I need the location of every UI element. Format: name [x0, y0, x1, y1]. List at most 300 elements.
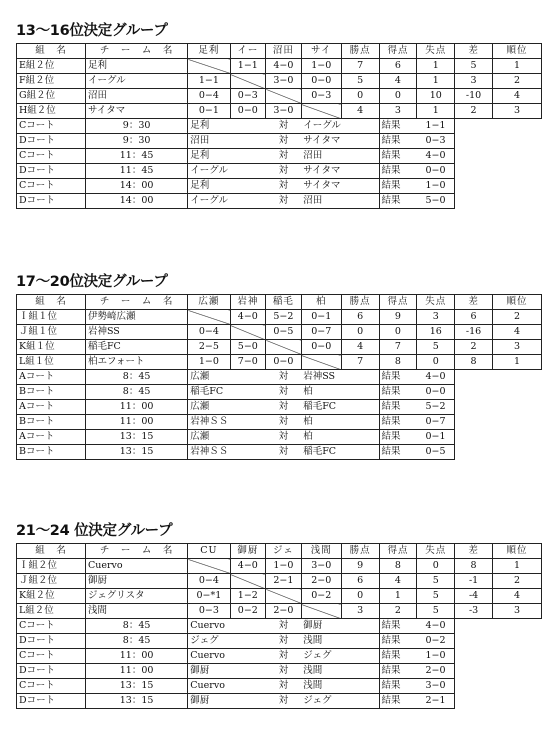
away-team: 浅間: [301, 679, 379, 694]
diagonal-cell: [301, 604, 341, 619]
team-row: [17, 559, 542, 574]
goal-diff: -16: [455, 325, 493, 340]
goals-against: 3: [417, 310, 455, 325]
results-table: [16, 543, 542, 709]
match-score: 4−0: [417, 149, 455, 164]
diagonal-cell: [188, 310, 230, 325]
rank: 3: [492, 340, 541, 355]
points: 7: [341, 59, 379, 74]
court: Dコート: [17, 194, 86, 209]
goals-for: 3: [379, 104, 417, 119]
vs-label: 対: [266, 619, 302, 634]
result-cell: 0−0: [301, 340, 341, 355]
result-cell: 3−0: [301, 559, 341, 574]
result-label: 結果: [379, 664, 417, 679]
rank: 1: [492, 59, 541, 74]
result-cell: 0−1: [301, 310, 341, 325]
result-cell: 4−0: [230, 559, 266, 574]
goals-for: 7: [379, 340, 417, 355]
team-name: 浅間: [85, 604, 187, 619]
vs-label: 対: [266, 385, 302, 400]
vs-label: 対: [266, 679, 302, 694]
home-team: 足利: [188, 179, 266, 194]
goals-for: 8: [379, 559, 417, 574]
header-cell: 広瀬: [188, 295, 230, 310]
header-cell: 組 名: [17, 44, 86, 59]
goals-against: 0: [417, 559, 455, 574]
vs-label: 対: [266, 119, 302, 134]
kickoff-time: 11：45: [85, 149, 187, 164]
team-row: [17, 104, 542, 119]
result-cell: 0−1: [188, 104, 230, 119]
spacer: [455, 400, 542, 415]
vs-label: 対: [266, 649, 302, 664]
goal-diff: 2: [455, 340, 493, 355]
away-team: イーグル: [301, 119, 379, 134]
header-cell: CU: [188, 544, 230, 559]
group-name: F組２位: [17, 74, 86, 89]
header-cell: 組 名: [17, 295, 86, 310]
header-cell: 差: [455, 544, 493, 559]
vs-label: 対: [266, 370, 302, 385]
header-cell: 勝点: [341, 44, 379, 59]
vs-label: 対: [266, 194, 302, 209]
kickoff-time: 11：45: [85, 164, 187, 179]
header-cell: 柏: [301, 295, 341, 310]
goal-diff: -10: [455, 89, 493, 104]
points: 0: [341, 589, 379, 604]
kickoff-time: 8：45: [85, 619, 187, 634]
header-cell: 得点: [379, 295, 417, 310]
rank: 2: [492, 310, 541, 325]
match-score: 0−0: [417, 164, 455, 179]
result-cell: 2−0: [301, 574, 341, 589]
goal-diff: -3: [455, 604, 493, 619]
kickoff-time: 9：30: [85, 119, 187, 134]
rank: 4: [492, 589, 541, 604]
home-team: ジェグ: [188, 634, 266, 649]
goals-for: 8: [379, 355, 417, 370]
match-score: 1−0: [417, 649, 455, 664]
rank: 4: [492, 89, 541, 104]
match-score: 1−1: [417, 119, 455, 134]
header-cell: 足利: [188, 44, 230, 59]
result-cell: 0−4: [188, 89, 230, 104]
diagonal-cell: [301, 104, 341, 119]
header-cell: 御厨: [230, 544, 266, 559]
court: Cコート: [17, 649, 86, 664]
match-row: [17, 400, 542, 415]
goal-diff: 3: [455, 74, 493, 89]
match-row: [17, 134, 542, 149]
result-cell: 5−2: [266, 310, 302, 325]
group-name: Ｊ組２位: [17, 574, 86, 589]
result-label: 結果: [379, 134, 417, 149]
header-cell: イー: [230, 44, 266, 59]
result-cell: 7−0: [230, 355, 266, 370]
header-cell: 差: [455, 44, 493, 59]
rank: 2: [492, 74, 541, 89]
home-team: 稲毛FC: [188, 385, 266, 400]
goals-against: 5: [417, 604, 455, 619]
result-label: 結果: [379, 430, 417, 445]
diagonal-cell: [230, 574, 266, 589]
court: Bコート: [17, 445, 86, 460]
result-label: 結果: [379, 194, 417, 209]
away-team: 柏: [301, 430, 379, 445]
team-row: [17, 325, 542, 340]
home-team: 岩神ＳＳ: [188, 445, 266, 460]
header-cell: 順位: [492, 295, 541, 310]
away-team: 稲毛FC: [301, 400, 379, 415]
diagonal-cell: [266, 340, 302, 355]
home-team: イーグル: [188, 164, 266, 179]
header-cell: チ ー ム 名: [85, 295, 187, 310]
result-cell: 2−5: [188, 340, 230, 355]
header-cell: 浅間: [301, 544, 341, 559]
goals-for: 0: [379, 325, 417, 340]
group-name: Ｉ組１位: [17, 310, 86, 325]
home-team: 広瀬: [188, 370, 266, 385]
goal-diff: 8: [455, 355, 493, 370]
match-row: [17, 119, 542, 134]
goals-against: 0: [417, 355, 455, 370]
match-score: 0−2: [417, 634, 455, 649]
away-team: 御厨: [301, 619, 379, 634]
match-row: [17, 149, 542, 164]
group-name: K組１位: [17, 340, 86, 355]
kickoff-time: 9：30: [85, 134, 187, 149]
match-score: 5−2: [417, 400, 455, 415]
header-row: [17, 295, 542, 310]
kickoff-time: 8：45: [85, 385, 187, 400]
kickoff-time: 11：00: [85, 664, 187, 679]
points: 6: [341, 574, 379, 589]
spacer: [455, 370, 542, 385]
header-cell: チ ー ム 名: [85, 44, 187, 59]
result-label: 結果: [379, 679, 417, 694]
court: Cコート: [17, 619, 86, 634]
result-label: 結果: [379, 649, 417, 664]
home-team: 御厨: [188, 664, 266, 679]
spacer: [455, 619, 542, 634]
away-team: 浅間: [301, 664, 379, 679]
match-row: [17, 430, 542, 445]
match-row: [17, 415, 542, 430]
kickoff-time: 11：00: [85, 400, 187, 415]
result-cell: 0−3: [301, 89, 341, 104]
match-score: 0−5: [417, 445, 455, 460]
match-score: 0−3: [417, 134, 455, 149]
result-cell: 0−*1: [188, 589, 230, 604]
spacer: [455, 194, 542, 209]
result-cell: 0−2: [301, 589, 341, 604]
court: Dコート: [17, 134, 86, 149]
goals-against: 5: [417, 589, 455, 604]
spacer: [455, 634, 542, 649]
result-cell: 1−0: [301, 59, 341, 74]
header-cell: 得点: [379, 544, 417, 559]
home-team: Cuervo: [188, 649, 266, 664]
team-row: [17, 604, 542, 619]
away-team: 岩神SS: [301, 370, 379, 385]
match-score: 0−0: [417, 385, 455, 400]
away-team: ジェグ: [301, 694, 379, 709]
team-name: 柏エフォート: [85, 355, 187, 370]
result-cell: 0−0: [266, 355, 302, 370]
match-row: [17, 679, 542, 694]
kickoff-time: 13：15: [85, 445, 187, 460]
home-team: Cuervo: [188, 619, 266, 634]
vs-label: 対: [266, 134, 302, 149]
vs-label: 対: [266, 664, 302, 679]
header-cell: 得点: [379, 44, 417, 59]
spacer: [455, 179, 542, 194]
group-name: H組２位: [17, 104, 86, 119]
away-team: 浅間: [301, 634, 379, 649]
spacer: [455, 445, 542, 460]
goal-diff: 2: [455, 104, 493, 119]
header-cell: チ ー ム 名: [85, 544, 187, 559]
match-score: 5−0: [417, 194, 455, 209]
header-cell: 沼田: [266, 44, 302, 59]
match-row: [17, 664, 542, 679]
result-cell: 0−7: [301, 325, 341, 340]
match-score: 0−1: [417, 430, 455, 445]
header-cell: サイ: [301, 44, 341, 59]
header-cell: 岩神: [230, 295, 266, 310]
court: Cコート: [17, 679, 86, 694]
goals-against: 5: [417, 340, 455, 355]
match-score: 2−0: [417, 664, 455, 679]
match-score: 3−0: [417, 679, 455, 694]
header-row: [17, 544, 542, 559]
result-label: 結果: [379, 119, 417, 134]
goals-against: 1: [417, 104, 455, 119]
result-cell: 0−4: [188, 574, 230, 589]
spacer: [455, 164, 542, 179]
team-name: 岩神SS: [85, 325, 187, 340]
match-score: 2−1: [417, 694, 455, 709]
header-cell: ジェ: [266, 544, 302, 559]
goals-for: 0: [379, 89, 417, 104]
team-row: [17, 355, 542, 370]
match-row: [17, 619, 542, 634]
result-cell: 3−0: [266, 74, 302, 89]
match-row: [17, 385, 542, 400]
match-row: [17, 370, 542, 385]
team-row: [17, 340, 542, 355]
spacer: [455, 415, 542, 430]
home-team: Cuervo: [188, 679, 266, 694]
results-table: [16, 43, 542, 209]
result-label: 結果: [379, 445, 417, 460]
section-13-16: [16, 22, 542, 209]
away-team: サイタマ: [301, 179, 379, 194]
group-name: K組２位: [17, 589, 86, 604]
group-title: 17〜20位決定グループ: [16, 274, 168, 290]
court: Cコート: [17, 119, 86, 134]
away-team: ジェグ: [301, 649, 379, 664]
match-score: 0−7: [417, 415, 455, 430]
court: Dコート: [17, 164, 86, 179]
header-cell: 勝点: [341, 295, 379, 310]
result-cell: 2−0: [266, 604, 302, 619]
team-name: 伊勢崎広瀬: [85, 310, 187, 325]
result-cell: 1−1: [230, 59, 266, 74]
goal-diff: -4: [455, 589, 493, 604]
kickoff-time: 11：00: [85, 415, 187, 430]
goals-for: 4: [379, 574, 417, 589]
diagonal-cell: [188, 559, 230, 574]
result-cell: 5−0: [230, 340, 266, 355]
header-cell: 失点: [417, 44, 455, 59]
kickoff-time: 13：15: [85, 694, 187, 709]
goals-against: 10: [417, 89, 455, 104]
goals-for: 6: [379, 59, 417, 74]
court: Aコート: [17, 370, 86, 385]
result-label: 結果: [379, 619, 417, 634]
group-name: E組２位: [17, 59, 86, 74]
team-name: Cuervo: [85, 559, 187, 574]
court: Dコート: [17, 664, 86, 679]
kickoff-time: 11：00: [85, 649, 187, 664]
away-team: 沼田: [301, 194, 379, 209]
match-score: 4−0: [417, 370, 455, 385]
team-row: [17, 89, 542, 104]
spacer: [455, 694, 542, 709]
header-cell: 失点: [417, 295, 455, 310]
team-name: サイタマ: [85, 104, 187, 119]
result-cell: 2−1: [266, 574, 302, 589]
team-name: 沼田: [85, 89, 187, 104]
section-17-20: [16, 273, 542, 460]
goals-against: 16: [417, 325, 455, 340]
vs-label: 対: [266, 430, 302, 445]
result-label: 結果: [379, 149, 417, 164]
court: Dコート: [17, 694, 86, 709]
team-name: 稲毛FC: [85, 340, 187, 355]
rank: 1: [492, 559, 541, 574]
team-row: [17, 310, 542, 325]
spacer: [455, 119, 542, 134]
group-title: 13〜16位決定グループ: [16, 23, 168, 39]
results-table: [16, 294, 542, 460]
match-row: [17, 164, 542, 179]
result-cell: 3−0: [266, 104, 302, 119]
result-cell: 1−0: [266, 559, 302, 574]
home-team: 広瀬: [188, 400, 266, 415]
spacer: [455, 430, 542, 445]
points: 9: [341, 559, 379, 574]
away-team: 柏: [301, 415, 379, 430]
header-cell: 差: [455, 295, 493, 310]
goals-against: 5: [417, 574, 455, 589]
points: 5: [341, 74, 379, 89]
header-cell: 勝点: [341, 544, 379, 559]
team-name: 足利: [85, 59, 187, 74]
diagonal-cell: [301, 355, 341, 370]
team-row: [17, 74, 542, 89]
result-label: 結果: [379, 385, 417, 400]
group-name: L組２位: [17, 604, 86, 619]
match-score: 1−0: [417, 179, 455, 194]
vs-label: 対: [266, 400, 302, 415]
result-cell: 0−2: [230, 604, 266, 619]
kickoff-time: 13：15: [85, 679, 187, 694]
court: Cコート: [17, 149, 86, 164]
vs-label: 対: [266, 634, 302, 649]
rank: 3: [492, 604, 541, 619]
points: 0: [341, 325, 379, 340]
team-name: イーグル: [85, 74, 187, 89]
header-cell: 順位: [492, 44, 541, 59]
match-row: [17, 445, 542, 460]
rank: 4: [492, 325, 541, 340]
vs-label: 対: [266, 179, 302, 194]
team-row: [17, 59, 542, 74]
spacer: [455, 649, 542, 664]
spacer: [455, 385, 542, 400]
points: 3: [341, 604, 379, 619]
goals-for: 9: [379, 310, 417, 325]
team-name: 御厨: [85, 574, 187, 589]
goals-against: 1: [417, 59, 455, 74]
header-cell: 稲毛: [266, 295, 302, 310]
kickoff-time: 14：00: [85, 194, 187, 209]
match-row: [17, 179, 542, 194]
result-cell: 0−5: [266, 325, 302, 340]
goals-for: 2: [379, 604, 417, 619]
result-label: 結果: [379, 634, 417, 649]
result-cell: 0−0: [230, 104, 266, 119]
group-name: G組２位: [17, 89, 86, 104]
vs-label: 対: [266, 149, 302, 164]
points: 0: [341, 89, 379, 104]
kickoff-time: 13：15: [85, 430, 187, 445]
home-team: 御厨: [188, 694, 266, 709]
goal-diff: 5: [455, 59, 493, 74]
group-name: L組１位: [17, 355, 86, 370]
diagonal-cell: [266, 89, 302, 104]
spacer: [455, 679, 542, 694]
kickoff-time: 14：00: [85, 179, 187, 194]
match-row: [17, 194, 542, 209]
away-team: 沼田: [301, 149, 379, 164]
result-label: 結果: [379, 164, 417, 179]
vs-label: 対: [266, 445, 302, 460]
result-cell: 0−0: [301, 74, 341, 89]
result-label: 結果: [379, 370, 417, 385]
match-row: [17, 634, 542, 649]
away-team: サイタマ: [301, 164, 379, 179]
result-cell: 4−0: [230, 310, 266, 325]
result-cell: 0−3: [188, 604, 230, 619]
result-cell: 1−1: [188, 74, 230, 89]
diagonal-cell: [188, 59, 230, 74]
result-label: 結果: [379, 694, 417, 709]
diagonal-cell: [230, 74, 266, 89]
group-name: Ｉ組２位: [17, 559, 86, 574]
result-label: 結果: [379, 415, 417, 430]
home-team: 足利: [188, 119, 266, 134]
result-cell: 4−0: [266, 59, 302, 74]
header-row: [17, 44, 542, 59]
away-team: 稲毛FC: [301, 445, 379, 460]
spacer: [455, 664, 542, 679]
goal-diff: 6: [455, 310, 493, 325]
group-title: 21〜24 位決定グループ: [16, 523, 173, 539]
